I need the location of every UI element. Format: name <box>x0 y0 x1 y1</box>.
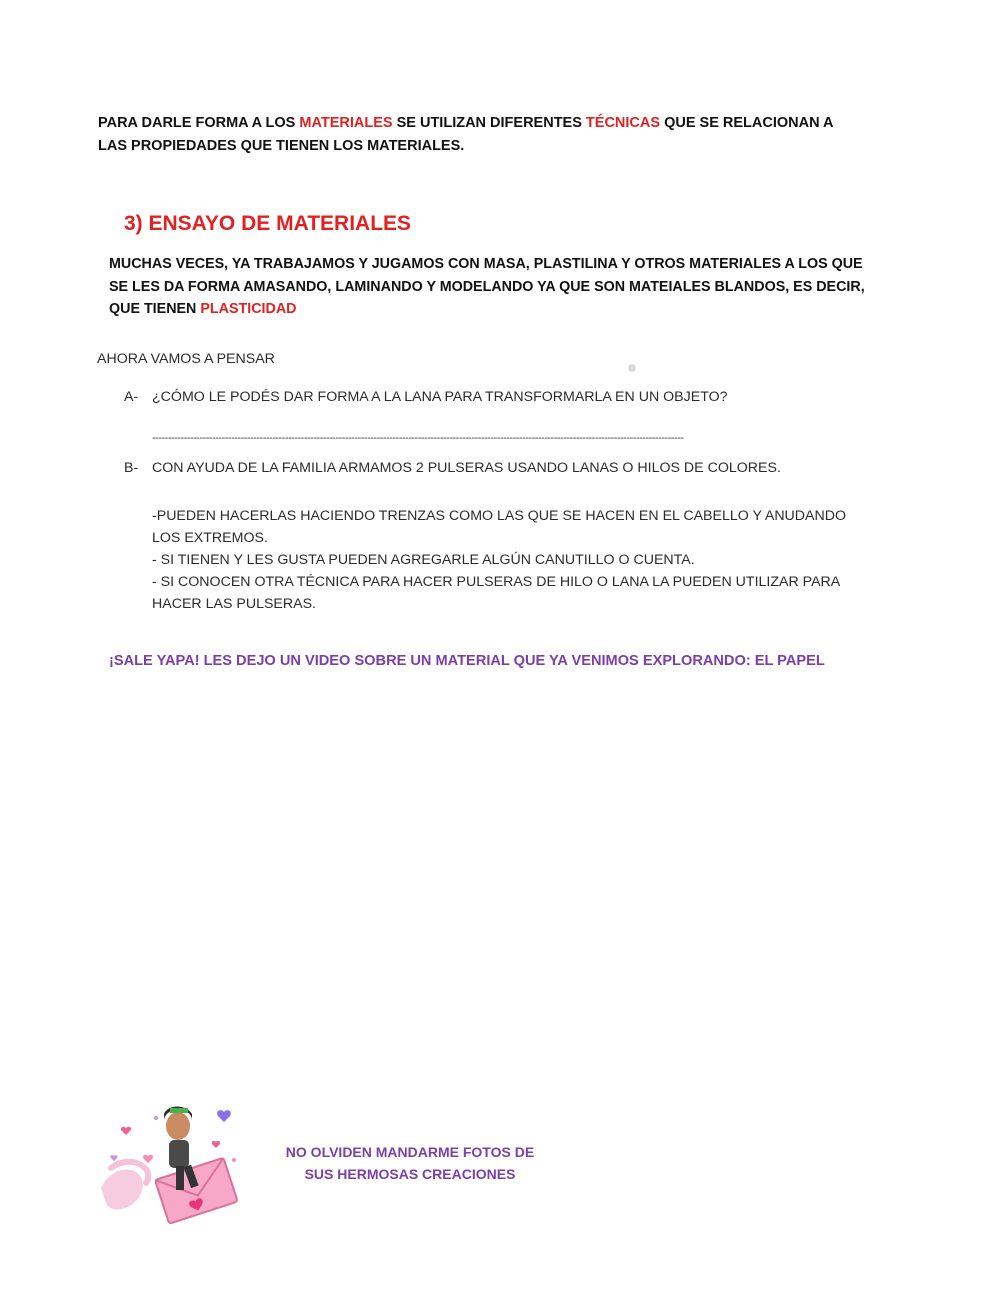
intro-part1: PARA DARLE FORMA A LOS <box>98 115 300 131</box>
pensar-heading: AHORA VAMOS A PENSAR <box>97 351 275 367</box>
paragraph-highlight: PLASTICIDAD <box>200 301 297 317</box>
section-title: 3) ENSAYO DE MATERIALES <box>124 212 412 235</box>
tip-item: -PUEDEN HACERLAS HACIENDO TRENZAS COMO LAS QUE SE HACEN EN EL CABELLO Y ANUDANDO LOS EXTREMOS. <box>152 508 847 546</box>
closing-line2: SUS HERMOSAS CREACIONES <box>304 1166 516 1182</box>
intro-materiales: MATERIALES <box>299 115 393 131</box>
question-a-label: A- <box>124 389 139 405</box>
bitmoji-envelope-illustration <box>96 1098 246 1228</box>
question-a-text: ¿CÓMO LE PODÉS DAR FORMA A LA LANA PARA TRANSFORMARLA EN UN OBJETO? <box>152 389 728 405</box>
decorative-dot <box>628 364 636 372</box>
question-b-text: CON AYUDA DE LA FAMILIA ARMAMOS 2 PULSERAS USANDO LANAS O HILOS DE COLORES. <box>152 460 781 476</box>
answer-line[interactable]: ------------------------------------------------------------------------------------------------------------------------------------------------------------------------ <box>152 432 684 444</box>
yapa-note: ¡SALE YAPA! LES DEJO UN VIDEO SOBRE UN MATERIAL QUE YA VENIMOS EXPLORANDO: EL PAPEL <box>109 653 825 669</box>
closing-line1: NO OLVIDEN MANDARME FOTOS DE <box>285 1144 535 1160</box>
question-b-label: B- <box>124 460 139 476</box>
tip-item: - SI CONOCEN OTRA TÉCNICA PARA HACER PULSERAS DE HILO O LANA LA PUEDEN UTILIZAR PARA HACER LAS PULSERAS. <box>152 574 840 612</box>
closing-message <box>270 1141 550 1185</box>
intro-text <box>98 112 858 158</box>
intro-part3: QUE SE RELACIONAN A LAS PROPIEDADES QUE TIENEN LOS MATERIALES. <box>98 115 833 154</box>
intro-part2: SE UTILIZAN DIFERENTES <box>392 115 586 131</box>
paragraph-text: MUCHAS VECES, YA TRABAJAMOS Y JUGAMOS CON MASA, PLASTILINA Y OTROS MATERIALES A LOS QUE SE LES DA FORMA AMASANDO, LAMINANDO Y MODELANDO YA QUE SON MATEIALES BLANDOS, ES DECIR, QUE TIENEN <box>109 256 865 317</box>
intro-tecnicas: TÉCNICAS <box>585 115 661 131</box>
bracelet-tips <box>152 505 877 615</box>
tip-item: - SI TIENEN Y LES GUSTA PUEDEN AGREGARLE ALGÚN CANUTILLO O CUENTA. <box>152 552 695 568</box>
plasticity-paragraph <box>109 253 879 321</box>
